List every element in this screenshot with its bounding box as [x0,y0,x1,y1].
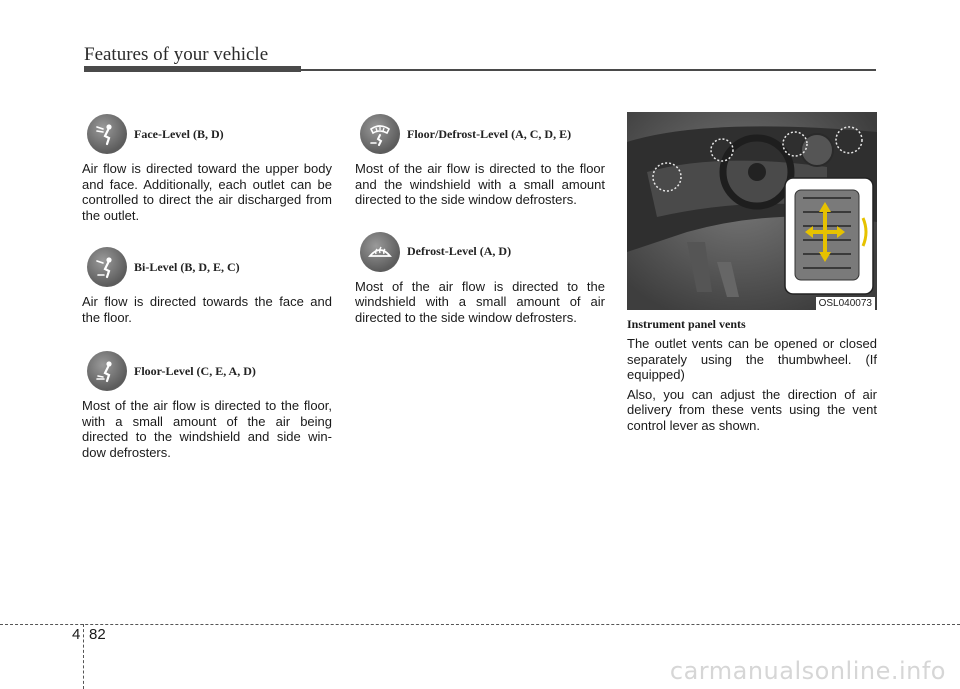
dashboard-illustration [627,112,877,310]
mode-title: Defrost-Level (A, D) [407,244,512,258]
column-middle [355,112,605,325]
footer-dashed-rule [0,624,960,625]
page-header-title: Features of your vehicle [84,44,269,65]
instrument-paragraph-2: Also, you can adjust the direction of air delivery from these vents using the vent control lever as shown. [627,386,877,433]
mode-title: Face-Level (B, D) [134,126,224,141]
footer-vertical-rule [83,624,84,689]
mode-title: Floor-Level (C, E, A, D) [134,363,256,378]
mode-description: Most of the air flow is directed to the floor, with a small amount of the air being directed to the windshield and side win-dow defrosters. [82,398,332,460]
mode-bi-level [82,245,332,325]
mode-face-level [82,112,332,223]
mode-description: Most of the air flow is directed to the windshield with a small amount of air directed to the side window defrosters. [355,278,605,325]
mode-description: Air flow is directed toward the upper body and face. Additionally, each outlet can be controlled to direct the air discharged from the outlet. [82,161,332,223]
floor-defrost-icon [360,114,400,154]
defrost-icon [360,232,400,272]
mode-title: Floor/Defrost-Level (A, C, D, E) [407,126,572,141]
figure-code: OSL040073 [816,297,875,310]
face-level-icon [87,114,127,154]
bi-level-icon [87,247,127,287]
section-title: Instrument panel vents [627,317,746,331]
watermark: carmanualsonline.info [669,657,946,685]
header-rule-thin [301,69,876,71]
instrument-paragraph-1: The outlet vents can be opened or closed separately using the thumbwheel. (If equipped) [627,336,877,382]
column-left [82,112,332,460]
column-right [627,112,877,433]
page-number: 82 [89,626,106,643]
floor-level-icon [87,351,127,391]
mode-description: Most of the air flow is directed to the floor and the windshield with a small amount directed to the side window defrosters. [355,161,605,207]
mode-title: Bi-Level (B, D, E, C) [134,259,240,274]
mode-floor-defrost [355,112,605,208]
mode-description: Air flow is directed towards the face and the floor. [82,294,332,325]
chapter-number: 4 [72,626,81,643]
mode-floor-level [82,349,332,460]
dashboard-vents-figure [627,112,877,310]
header-rule-thick [84,66,301,72]
mode-defrost [355,230,605,326]
